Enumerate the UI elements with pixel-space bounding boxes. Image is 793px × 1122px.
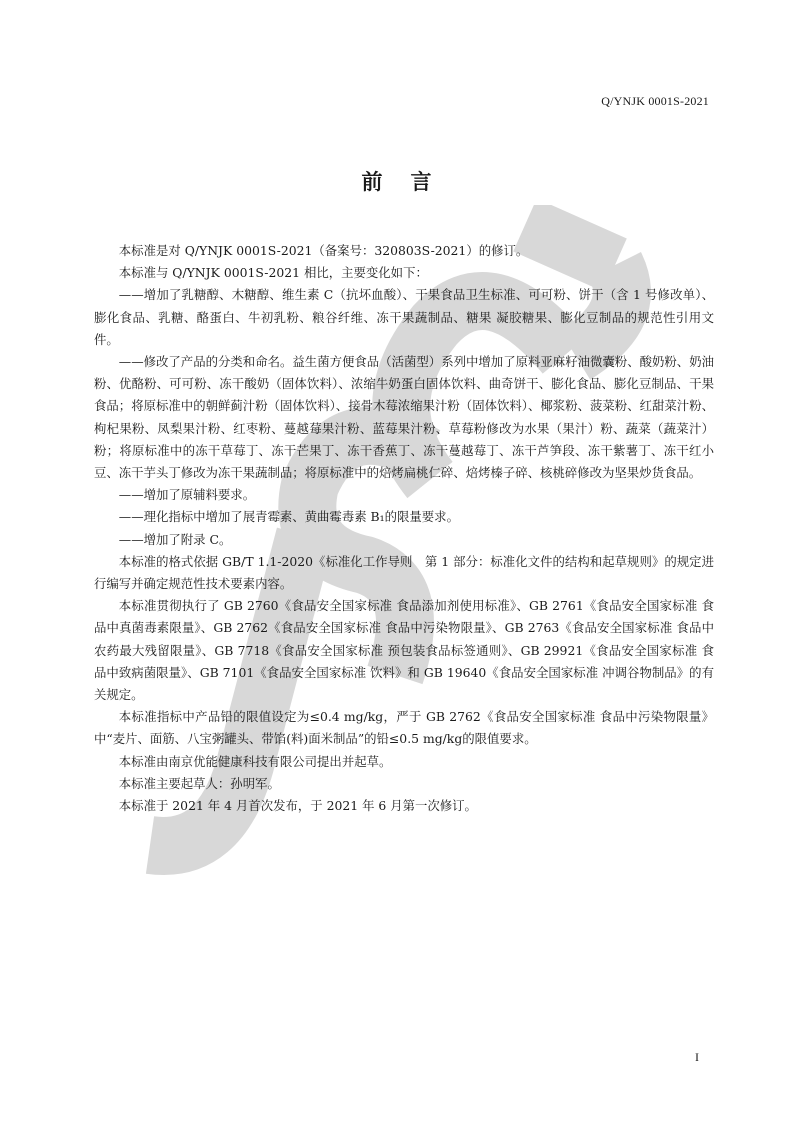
paragraph: 本标准与 Q/YNJK 0001S-2021 相比，主要变化如下： (118, 265, 428, 281)
paragraph: 本标准的格式依据 GB/T 1.1-2020《标准化工作导则 第 1 部分：标准化文件的结构和起草规则》的规定进行编写并确定规范性技术要素内容。 (94, 553, 714, 592)
document-code: Q/YNJK 0001S-2021 (601, 94, 709, 108)
paragraph: 本标准是对 Q/YNJK 0001S-2021（备案号：320803S-2021）的修订。 (118, 243, 529, 258)
paragraph: 本标准贯彻执行了 GB 2760《食品安全国家标准 食品添加剂使用标准》、GB 2761《食品安全国家标准 食品中真菌毒素限量》、GB 2762《食品安全国家标准 食品中污染物限量》、GB 2763《食品安全国家标准 食品中农药最大残留限量》、GB 7718《食品安全国家标准 预包装食品标签通则》、GB 29921《食品安全国家标准 食品中致病菌限量》、GB 7101《食品安全国家标准 饮料》和 GB 19640《食品安全国家标准 冲调谷物制品》的有关规定。 (94, 598, 714, 703)
paragraph: ——修改了产品的分类和命名。益生菌方便食品（活菌型）系列中增加了原料亚麻籽油微囊粉、酸奶粉、奶油粉、优酪粉、可可粉、冻干酸奶（固体饮料）、浓缩牛奶蛋白固体饮料、曲奇饼干、膨化食品、膨化豆制品、干果食品；将原标准中的朝鲜蓟汁粉（固体饮料）、接骨木莓浓缩果汁粉（固体饮料）、椰浆粉、菠菜粉、红甜菜汁粉、枸杞果粉、凤梨果汁粉、红枣粉、蔓越莓果汁粉、蓝莓果汁粉、草莓粉修改为水果（果汁）粉、蔬菜（蔬菜汁）粉；将原标准中的冻干草莓丁、冻干芒果丁、冻干香蕉丁、冻干蔓越莓丁、冻干芦笋段、冻干紫薯丁、冻干红小豆、冻干芋头丁修改为冻干果蔬制品；将原标准中的焙烤扁桃仁碎、焙烤榛子碎、核桃碎修改为坚果炒货食品。 (94, 354, 714, 481)
paragraph: 本标准指标中产品铅的限值设定为≤0.4 mg/kg，严于 GB 2762《食品安全国家标准 食品中污染物限量》中“麦片、面筋、八宝粥罐头、带馅(料)面米制品”的铅≤0.5 mg/kg的限值要求。 (94, 709, 714, 747)
paragraph: 本标准主要起草人：孙明军。 (118, 775, 280, 791)
document-body (94, 240, 714, 817)
paragraph: ——理化指标中增加了展青霉素、黄曲霉毒素 B₁的限量要求。 (118, 509, 459, 525)
paragraph: ——增加了附录 C。 (118, 531, 232, 547)
paragraph: ——增加了原辅料要求。 (118, 487, 256, 503)
page-number: I (695, 1050, 699, 1064)
page-title: 前言 (361, 170, 460, 194)
paragraph: 本标准于 2021 年 4 月首次发布，于 2021 年 6 月第一次修订。 (118, 798, 477, 814)
paragraph: ——增加了乳糖醇、木糖醇、维生素 C（抗坏血酸）、干果食品卫生标准、可可粉、饼干（含 1 号修改单）、膨化食品、乳糖、酪蛋白、牛初乳粉、粮谷纤维、冻干果蔬制品、糖果 凝胶糖果、膨化豆制品的规范性引用文件。 (94, 287, 714, 347)
paragraph: 本标准由南京优能健康科技有限公司提出并起草。 (118, 753, 392, 769)
